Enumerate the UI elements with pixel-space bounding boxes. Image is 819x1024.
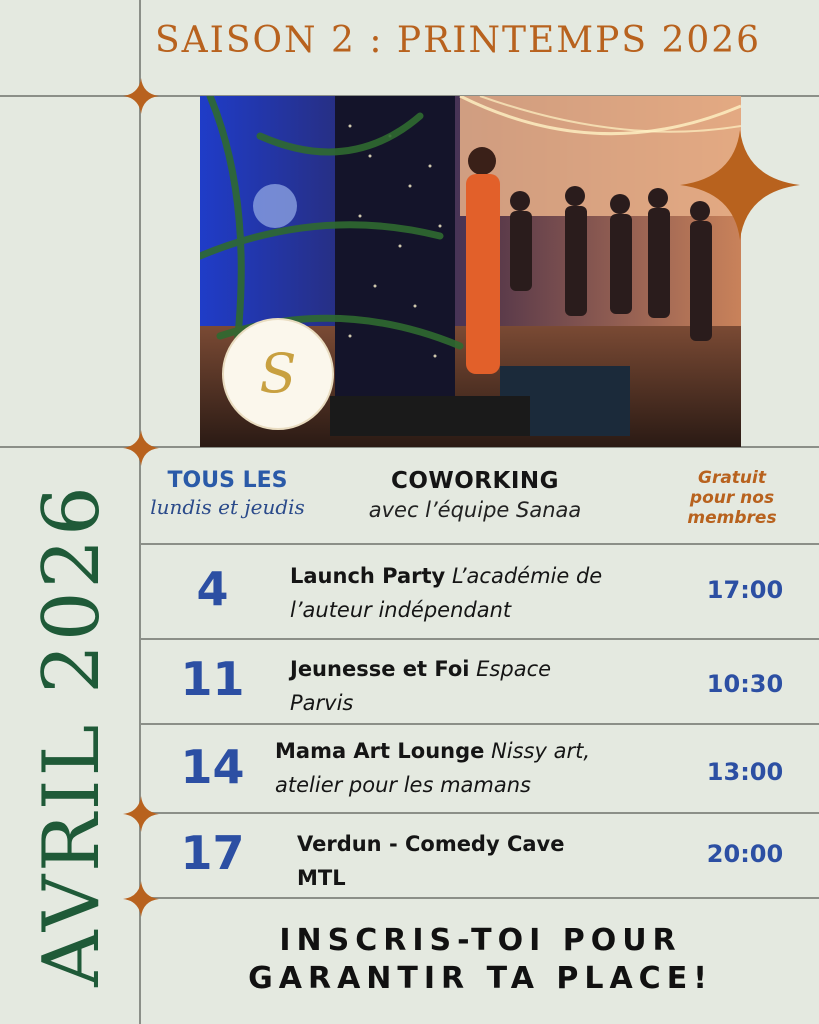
cta-message xyxy=(142,922,819,998)
coworking-subtitle: avec l’équipe Sanaa xyxy=(368,498,582,522)
recurring-schedule xyxy=(145,468,310,519)
sparkle-icon xyxy=(680,130,800,240)
event-detail: Espace xyxy=(476,657,552,681)
event-detail: L’académie de xyxy=(451,564,603,588)
sparkle-icon xyxy=(123,430,159,466)
member-note-line: membres xyxy=(687,508,777,528)
event-detail-line2: Parvis xyxy=(290,691,354,715)
sparkle-icon xyxy=(123,796,159,832)
recurring-label: TOUS LES xyxy=(167,468,288,493)
event-time: 20:00 xyxy=(706,840,784,868)
event-name: Launch Party xyxy=(290,564,446,588)
event-detail-line2: MTL xyxy=(297,866,346,890)
event-detail: Nissy art, xyxy=(491,739,591,763)
event-day: 17 xyxy=(180,826,245,880)
coworking-title: COWORKING xyxy=(390,468,560,494)
event-description xyxy=(290,559,685,627)
logo-letter: S xyxy=(259,342,297,405)
frame-line-event-3 xyxy=(141,812,819,814)
frame-line-event-4 xyxy=(141,897,819,899)
studio-logo xyxy=(222,318,334,430)
event-time: 17:00 xyxy=(706,576,784,604)
season-title: SAISON 2 : PRINTEMPS 2026 xyxy=(155,20,762,61)
sparkle-icon xyxy=(123,881,159,917)
sparkle-icon xyxy=(123,78,159,114)
event-day: 4 xyxy=(196,562,229,616)
event-description xyxy=(290,652,685,720)
cta-line: GARANTIR TA PLACE! xyxy=(248,961,713,996)
event-time: 10:30 xyxy=(706,670,784,698)
member-note xyxy=(662,468,802,528)
cta-line: INSCRIS-TOI POUR xyxy=(279,923,682,958)
recurring-days: lundis et jeudis xyxy=(150,495,305,519)
frame-line-event-2 xyxy=(141,723,819,725)
event-description xyxy=(297,827,687,895)
event-detail-line2: l’auteur indépendant xyxy=(290,598,512,622)
event-detail-line2: atelier pour les mamans xyxy=(275,773,531,797)
event-name: Jeunesse et Foi xyxy=(290,657,470,681)
frame-line-recurring xyxy=(141,543,819,545)
member-note-line: pour nos xyxy=(689,488,775,508)
coworking-event xyxy=(330,468,620,522)
frame-line-event-1 xyxy=(141,638,819,640)
event-name: Mama Art Lounge xyxy=(275,739,485,763)
event-name: Verdun - Comedy Cave xyxy=(297,832,565,856)
member-note-line: Gratuit xyxy=(698,468,766,488)
event-time: 13:00 xyxy=(706,758,784,786)
event-day: 11 xyxy=(180,652,245,706)
event-day: 14 xyxy=(180,740,245,794)
month-label-text: AVRIL 2026 xyxy=(27,483,117,987)
event-description xyxy=(275,734,685,802)
frame-vertical-line xyxy=(139,0,141,1024)
